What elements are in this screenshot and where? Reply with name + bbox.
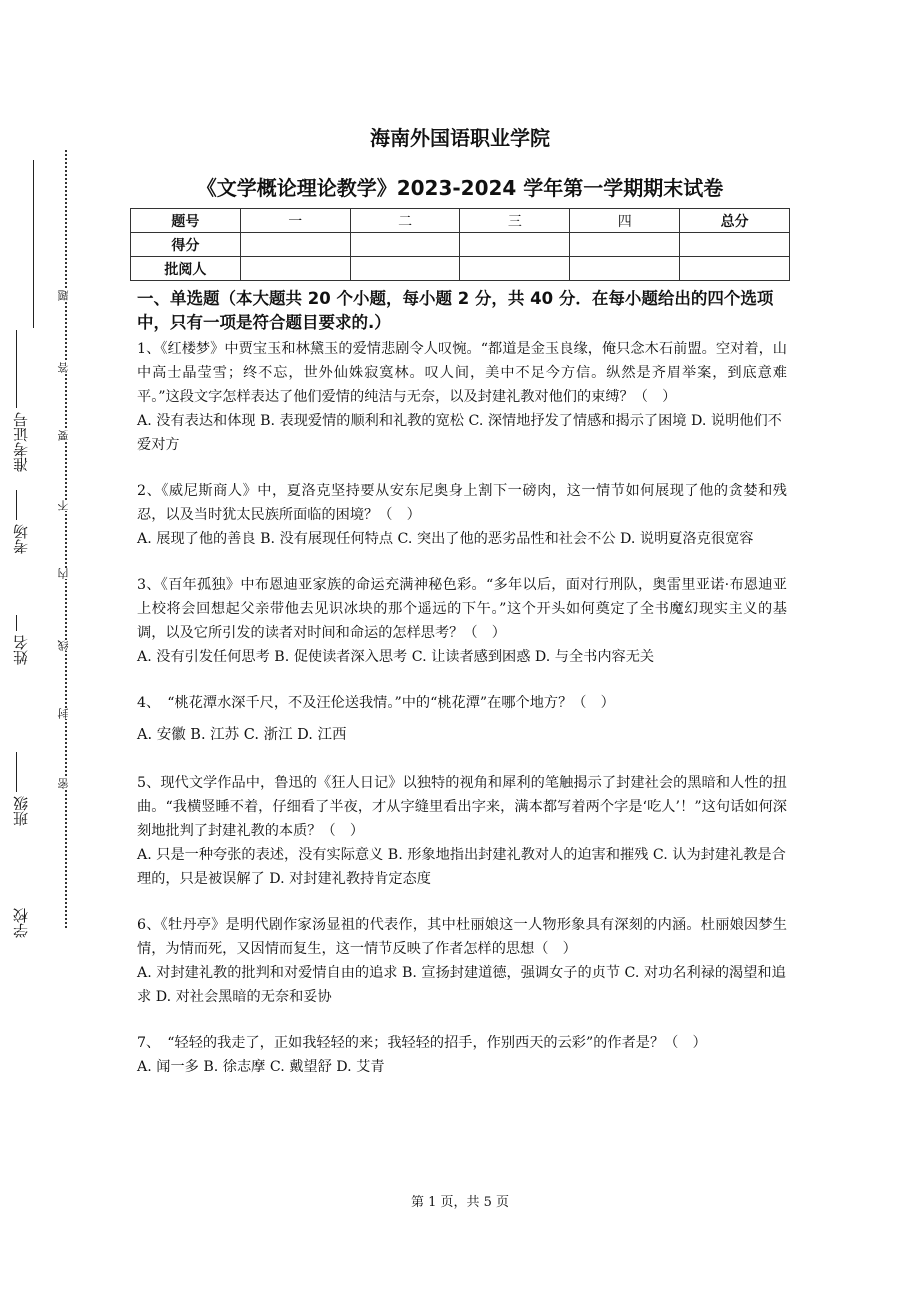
question-stem: 3、《百年孤独》中布恩迪亚家族的命运充满神秘色彩。“多年以后，面对行刑队，奥雷里亚诺·布恩迪亚上校将会回想起父亲带他去见识冰块的那个遥远的下午。”这个开头如何奠定了全书魔幻现实主义的基调，以及它所引发的读者对时间和命运的怎样思考？（ ） <box>137 577 787 641</box>
seal-char: 线 <box>57 640 70 651</box>
question-options: A. 展现了他的善良 B. 没有展现任何特点 C. 突出了他的恶劣品性和社会不公 D. 说明夏洛克很宽容 <box>137 531 754 547</box>
row-label-grader: 批阅人 <box>131 257 241 281</box>
question-options: A. 对封建礼教的批判和对爱情自由的追求 B. 宣扬封建道德，强调女子的贞节 C. 对功名利禄的渴望和追求 D. 对社会黑暗的无奈和妥协 <box>137 965 786 1005</box>
question-options: A. 闻一多 B. 徐志摩 C. 戴望舒 D. 艾青 <box>137 1059 385 1075</box>
score-table <box>130 208 790 281</box>
score-cell <box>680 233 790 257</box>
seal-dotted-line <box>65 150 67 928</box>
table-row <box>131 233 790 257</box>
name-label: 姓名 <box>10 615 40 665</box>
exam-content <box>137 287 787 1079</box>
exam-number-label: 准考证号 <box>10 330 40 472</box>
grader-cell <box>240 257 350 281</box>
school-label: 学校 <box>12 908 30 938</box>
seal-char: 内 <box>57 568 70 579</box>
grader-cell <box>350 257 460 281</box>
seal-char: 封 <box>57 708 70 719</box>
seal-char: 答 <box>57 362 70 373</box>
question-options: A. 安徽 B. 江苏 C. 浙江 D. 江西 <box>137 727 347 743</box>
grader-cell <box>680 257 790 281</box>
table-row <box>131 257 790 281</box>
score-cell <box>460 233 570 257</box>
question-stem: 7、 “轻轻的我走了，正如我轻轻的来；我轻轻的招手，作别西天的云彩”的作者是？（ ） <box>137 1035 707 1051</box>
exam-title: 《文学概论理论教学》2023-2024 学年第一学期期末试卷 <box>196 176 724 200</box>
column-header: 二 <box>350 209 460 233</box>
question-stem: 1、《红楼梦》中贾宝玉和林黛玉的爱情悲剧令人叹惋。“都道是金玉良缘，俺只念木石前盟。空对着，山中高士晶莹雪；终不忘，世外仙姝寂寞林。叹人间，美中不足今方信。纵然是齐眉举案，到底意难平。”这段文字怎样表达了他们爱情的纯洁与无奈，以及封建礼教对他们的束缚？（ ） <box>137 341 787 405</box>
question-stem: 5、现代文学作品中，鲁迅的《狂人日记》以独特的视角和犀利的笔触揭示了封建社会的黑暗和人性的扭曲。“我横竖睡不着，仔细看了半夜，才从字缝里看出字来，满本都写着两个字是‘吃人’！”这句话如何深刻地批判了封建礼教的本质？（ ） <box>137 775 787 839</box>
column-header: 一 <box>240 209 350 233</box>
section-heading: 一、单选题（本大题共 20 个小题，每小题 2 分，共 40 分．在每小题给出的四个选项中，只有一项是符合题目要求的.） <box>137 289 774 332</box>
question-options: A. 没有表达和体现 B. 表现爱情的顺利和礼教的宽松 C. 深情地抒发了情感和揭示了困境 D. 说明他们不爱对方 <box>137 413 782 453</box>
seal-char: 题 <box>57 290 70 301</box>
column-header: 四 <box>570 209 680 233</box>
class-label: 班级 <box>10 752 40 826</box>
seal-char: 要 <box>57 430 70 441</box>
grader-cell <box>570 257 680 281</box>
score-cell <box>570 233 680 257</box>
column-header: 三 <box>460 209 570 233</box>
row-label-question-no: 题号 <box>131 209 241 233</box>
question-options: A. 没有引发任何思考 B. 促使读者深入思考 C. 让读者感到困惑 D. 与全书内容无关 <box>137 649 655 665</box>
column-header-total: 总分 <box>680 209 790 233</box>
question-options: A. 只是一种夸张的表述，没有实际意义 B. 形象地指出封建礼教对人的迫害和摧残 C. 认为封建礼教是合理的，只是被误解了 D. 对封建礼教持肯定态度 <box>137 847 786 887</box>
question-stem: 4、 “桃花潭水深千尺，不及汪伦送我情。”中的“桃花潭”在哪个地方？（ ） <box>137 695 615 711</box>
score-cell <box>350 233 460 257</box>
page-number: 第 1 页，共 5 页 <box>410 1195 510 1210</box>
school-title: 海南外国语职业学院 <box>370 126 550 150</box>
grader-cell <box>460 257 570 281</box>
row-label-score: 得分 <box>131 233 241 257</box>
score-cell <box>240 233 350 257</box>
exam-room-label: 考场 <box>10 490 40 554</box>
seal-char: 密 <box>57 778 70 789</box>
seal-char: 不 <box>57 500 70 511</box>
table-row <box>131 209 790 233</box>
question-stem: 6、《牡丹亭》是明代剧作家汤显祖的代表作，其中杜丽娘这一人物形象具有深刻的内涵。杜丽娘因梦生情，为情而死，又因情而复生，这一情节反映了作者怎样的思想（ ） <box>137 917 787 957</box>
question-stem: 2、《威尼斯商人》中，夏洛克坚持要从安东尼奥身上割下一磅肉，这一情节如何展现了他的贪婪和残忍，以及当时犹太民族所面临的困境？（ ） <box>137 483 787 523</box>
